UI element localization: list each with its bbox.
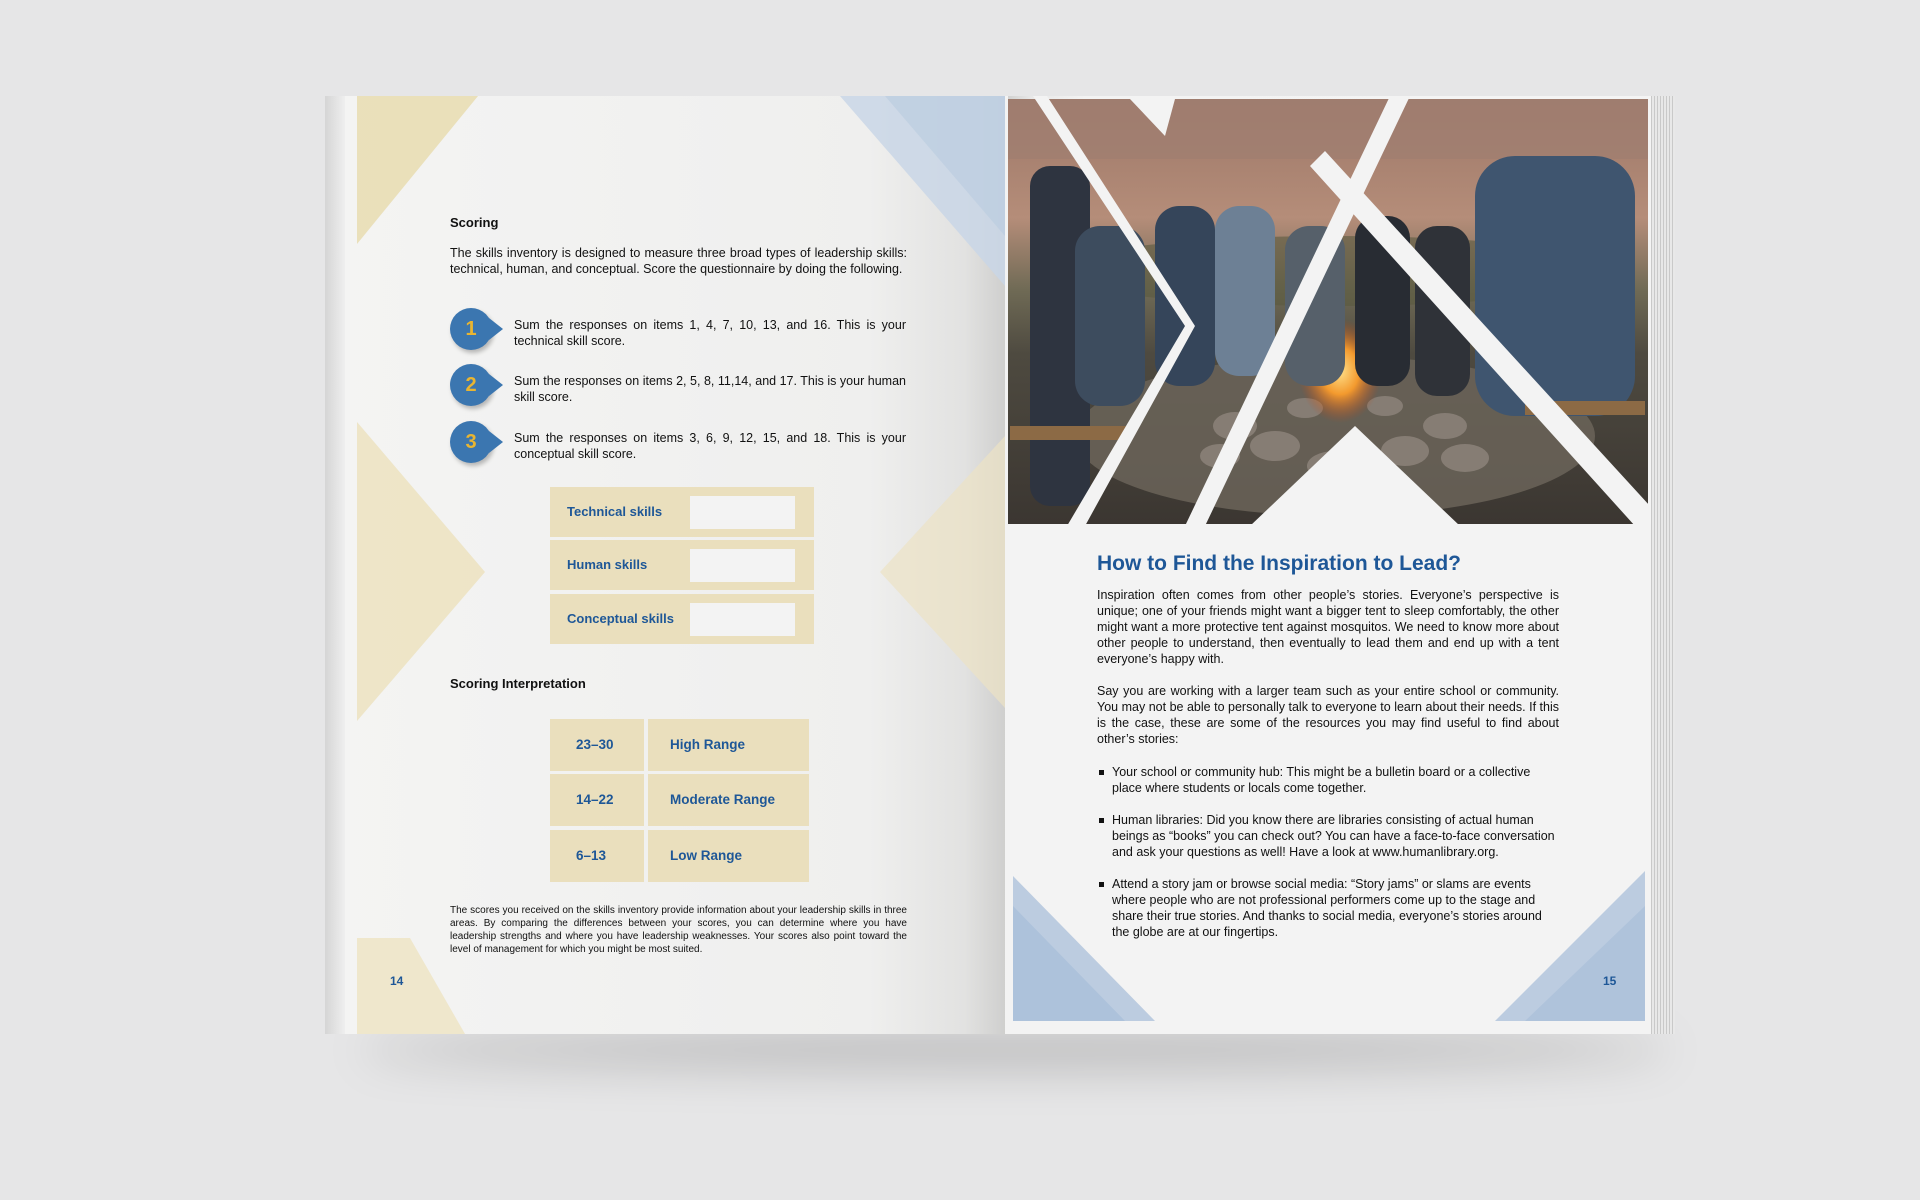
page-heading: How to Find the Inspiration to Lead?	[1097, 552, 1461, 575]
skill-label: Technical skills	[567, 504, 663, 519]
resource-list	[1097, 764, 1559, 956]
skill-row-technical	[550, 487, 814, 537]
open-booklet	[325, 96, 1675, 1034]
step-3	[450, 421, 906, 471]
page-edges-right	[1651, 96, 1675, 1034]
range-score-low: 6–13	[550, 830, 644, 882]
step-text: Sum the responses on items 1, 4, 7, 10, 13, and 16. This is your technical skill score.	[514, 318, 906, 348]
list-item: Attend a story jam or browse social media: “Story jams” or slams are events where people who are not professional performers come up to the stage and share their true stories. And thanks to social media, everyone’s stories around the globe are at our fingertips.	[1097, 876, 1559, 940]
page-number-left: 14	[390, 974, 404, 988]
range-label-high: High Range	[648, 719, 809, 771]
range-score-high: 23–30	[550, 719, 644, 771]
step-number-badge: 2	[450, 364, 492, 406]
paragraph-1: Inspiration often comes from other people’s stories. Everyone’s perspective is unique; one of your friends might want a bigger tent to sleep comfortably, the other might want a more protective tent against mosquitos. We need to know more about other people to understand, then eventually to lead them and end up with a tent everyone’s happy with.	[1097, 588, 1559, 666]
paragraph-2: Say you are working with a larger team such as your entire school or community. You may not be able to personally talk to everyone to learn about their needs. If this is the case, these are some of the resources you may find useful to find about other’s stories:	[1097, 684, 1559, 746]
scoring-footnote: The scores you received on the skills inventory provide information about your leadership skills in three areas. By comparing the differences between your scores, you can determine where you have leadership strengths and where you have leadership weaknesses. Your scores also point toward the level of management for which you might be most suited.	[450, 905, 907, 955]
scoring-title: Scoring	[450, 215, 499, 230]
step-1	[450, 308, 906, 358]
skill-label: Human skills	[567, 557, 648, 572]
range-label-low: Low Range	[648, 830, 809, 882]
scoring-intro: The skills inventory is designed to measure three broad types of leadership skills: technical, human, and conceptual. Score the questionnaire by doing the following.	[450, 246, 907, 276]
step-text: Sum the responses on items 2, 5, 8, 11,14, and 17. This is your human skill score.	[514, 374, 906, 404]
list-item: Human libraries: Did you know there are libraries consisting of actual human beings as “books” you can check out? You can have a face-to-face conversation and ask your questions as well! Have a look at www.humanlibrary.org.	[1097, 812, 1559, 860]
skill-label: Conceptual skills	[567, 611, 674, 626]
skill-row-human	[550, 540, 814, 590]
skill-score-field[interactable]	[690, 496, 795, 529]
step-2	[450, 364, 906, 414]
step-text: Sum the responses on items 3, 6, 9, 12, 15, and 18. This is your conceptual skill score.	[514, 431, 906, 461]
book-shadow	[360, 1030, 1670, 1070]
skill-score-field[interactable]	[690, 603, 795, 636]
step-number-badge: 1	[450, 308, 492, 350]
skill-row-conceptual	[550, 594, 814, 644]
left-page	[325, 96, 1005, 1034]
range-score-moderate: 14–22	[550, 774, 644, 826]
interpretation-title: Scoring Interpretation	[450, 676, 586, 691]
page-number-right: 15	[1603, 974, 1617, 988]
list-item: Your school or community hub: This might be a bulletin board or a collective place where students or locals come together.	[1097, 764, 1559, 796]
range-label-moderate: Moderate Range	[648, 774, 809, 826]
right-page	[1005, 96, 1675, 1034]
skill-score-field[interactable]	[690, 549, 795, 582]
step-number-badge: 3	[450, 421, 492, 463]
